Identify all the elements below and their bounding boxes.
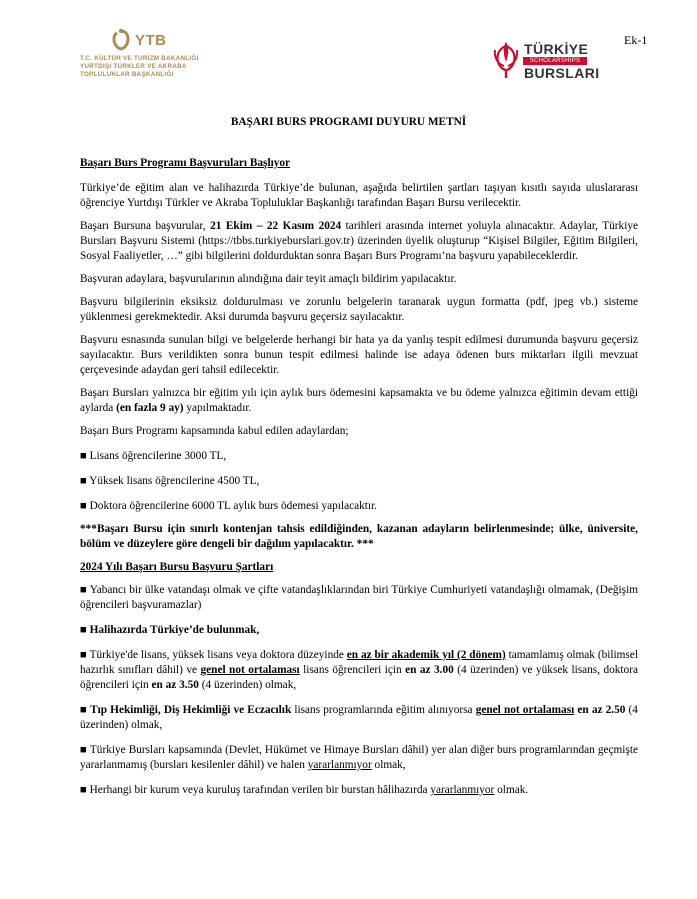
text-span: yapılmaktadır. <box>183 402 252 414</box>
text-span: en az 2.50 <box>577 704 626 716</box>
paragraph: Türkiye’de eğitim alan ve halihazırda Türkiye’de bulunan, aşağıda belirtilen şartları taşıyan kısıtlı sayıda uluslararası öğrenciye Yurtdışı Türkler ve Akraba Topluluklar Başkanlığı tarafından Başarı Bursu verilecektir. <box>80 182 638 209</box>
tulip-icon <box>490 40 522 80</box>
paragraph: Başarı Burs Programı kapsamında kabul edilen adaylardan; <box>80 425 349 437</box>
text-span: ■ Tıp Hekimliği, Diş Hekimliği ve Eczacılık <box>80 704 292 716</box>
text-span: Başarı Bursları yalnızca bir eğitim yılı için aylık burs ödemesini kapsamakta ve bu ödeme yalnızca eğitimin devam ettiği aylarda <box>80 387 638 414</box>
text-span: (4 üzerinden) olmak, <box>80 704 638 731</box>
text-span: ■ Herhangi bir kurum veya kuruluş tarafından verilen bir burstan hâlihazırda <box>80 784 431 796</box>
quota-note: ***Başarı Bursu için sınırlı kontenjan tahsis edildiğinden, kazanan adayların belirlenmesinde; ülke, üniversite, bölüm ve düzeylere göre dengeli bir dağılım yapılacaktır. *** <box>80 523 638 550</box>
section-heading: Başarı Burs Programı Başvuruları Başlıyor <box>80 157 291 169</box>
text-span: en az bir akademik yıl (2 dönem) <box>346 649 506 661</box>
text-span: ■ Türkiye'de lisans, yüksek lisans veya doktora düzeyinde <box>80 649 347 661</box>
requirement-item <box>80 703 638 733</box>
requirement-item <box>80 648 638 693</box>
ytb-mark <box>110 28 167 52</box>
ytb-emblem-icon <box>110 28 132 52</box>
text-span: ■ Türkiye Bursları kapsamında (Devlet, Hükümet ve Himaye Bursları dâhil) yer alan diğer burs programlarından geçmişte yararlanmamış (bursları kesilenler dâhil) ve halen <box>80 744 638 771</box>
text-span: Başarı Bursuna başvurular, <box>80 220 211 232</box>
tb-wordmark-line1: TÜRKİYE <box>524 41 589 57</box>
text-span: genel not ortalaması <box>475 704 575 716</box>
document-title: BAŞARI BURS PROGRAMI DUYURU METNİ <box>230 116 467 128</box>
stipend-item: ■ Doktora öğrencilerine 6000 TL aylık burs ödemesi yapılacaktır. <box>80 500 378 512</box>
max-months: (en fazla 9 ay) <box>116 402 184 414</box>
stipend-item: ■ Lisans öğrencilerine 3000 TL, <box>80 450 227 462</box>
text-span: yararlanmıyor <box>307 759 372 771</box>
text-span: genel not ortalaması <box>200 664 300 676</box>
requirement-item <box>80 743 638 773</box>
text-span: yararlanmıyor <box>430 784 495 796</box>
paragraph: Başvuru esnasında sunulan bilgi ve belgelerde herhangi bir hata ya da yanlış tespit edilmesi durumunda başvuru geçersiz sayılacaktır. Burs verildikten sonra bunun tespit edilmesi halinde ise adaya ödenen burs miktarları ilgili mevzuat çerçevesinde adaydan geri tahsil edilecektir. <box>80 334 638 376</box>
ytb-wordmark: YTB <box>135 31 167 49</box>
text-span: olmak, <box>371 759 406 771</box>
paragraph <box>80 219 638 264</box>
requirement-item: ■ Yabancı bir ülke vatandaşı olmak ve çifte vatandaşlıklarından biri Türkiye Cumhuriyeti vatandaşlığı olmamak, (Değişim öğrencileri başvuramazlar) <box>80 584 638 611</box>
requirement-item <box>80 783 638 798</box>
application-dates: 21 Ekim – 22 Kasım 2024 <box>210 220 342 232</box>
ytb-logo <box>80 28 250 90</box>
turkiye-burslari-logo <box>490 40 600 82</box>
ytb-subtitle-line: TOPLULUKLAR BAŞKANLIĞI <box>80 71 174 79</box>
text-span: (4 üzerinden) ve yüksek lisans, doktora öğrencileri için <box>80 664 638 691</box>
text-span: tamamlamış olmak (bilimsel hazırlık sınıfları dâhil) ve <box>80 649 638 676</box>
text-span: (4 üzerinden) olmak, <box>198 679 297 691</box>
text-span: olmak. <box>494 784 529 796</box>
text-span: en az 3.00 <box>405 664 454 676</box>
tb-wordmark-line2: BURSLARI <box>524 65 600 81</box>
text-span: lisans programlarında eğitim alınıyorsa <box>291 704 476 716</box>
ytb-subtitle-line: T.C. KÜLTÜR VE TURİZM BAKANLIĞI <box>80 55 199 62</box>
ytb-subtitle <box>80 55 199 80</box>
paragraph: Başvuru bilgilerinin eksiksiz doldurulması ve zorunlu belgelerin taranarak uygun formatta (pdf, jpeg vb.) sisteme yüklenmesi gerekmektedir. Aksi durumda başvuru geçersiz sayılacaktır. <box>80 296 638 323</box>
tb-wordmark-band: SCHOLARSHIPS <box>523 57 587 65</box>
stipend-item: ■ Yüksek lisans öğrencilerine 4500 TL, <box>80 475 260 487</box>
ytb-subtitle-line: YURTDIŞI TÜRKLER VE AKRABA <box>80 63 187 71</box>
text-span: en az 3.50 <box>151 679 199 691</box>
requirement-item: ■ Halihazırda Türkiye’de bulunmak, <box>80 624 260 636</box>
section-heading: 2024 Yılı Başarı Bursu Başvuru Şartları <box>80 561 274 573</box>
document-body <box>80 156 638 798</box>
text-span: lisans öğrencileri için <box>299 664 406 676</box>
paragraph: Başvuran adaylara, başvurularının alındığına dair teyit amaçlı bildirim yapılacaktır. <box>80 273 457 285</box>
paragraph <box>80 386 638 416</box>
text-span: tarihleri arasında internet yoluyla alınacaktır. Adaylar, Türkiye Bursları Başvuru Sistemi (https://tbbs.turkiyeburslari.gov.tr) üzerinden üyelik oluşturup “Kişisel Bilgiler, Eğitim Bilgileri, Sosyal Faaliyetler, …” gibi bilgilerini doldurduktan sonra Başarı Burs Programı’na başvuru yapabileceklerdir. <box>80 220 639 262</box>
annex-label: Ek-1 <box>624 33 648 47</box>
